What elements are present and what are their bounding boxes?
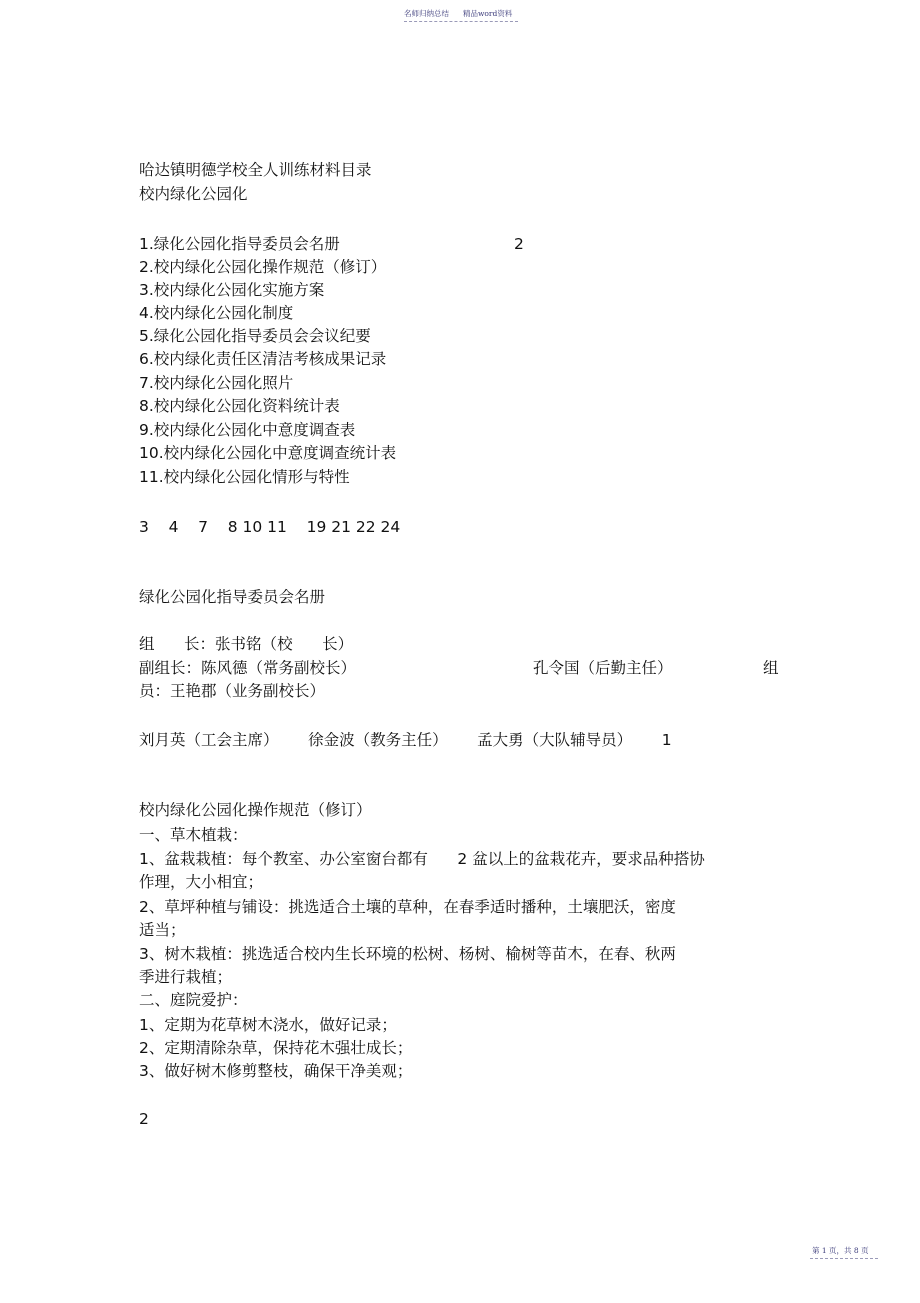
committee-member-line: 员：王艳郡（业务副校长） <box>139 682 326 700</box>
section-page-mark: 2 <box>139 1110 149 1128</box>
regulation-item-1: 1、盆栽栽植：每个教室、办公室窗台都有 2 盆以上的盆栽花卉，要求品种搭协 <box>139 850 705 868</box>
regulation-section-2: 二、庭院爱护： <box>139 991 248 1009</box>
toc-item: 4.校内绿化公园化制度 <box>139 304 294 322</box>
document-subtitle: 校内绿化公园化 <box>139 185 248 203</box>
toc-item: 5.绿化公园化指导委员会会议纪要 <box>139 327 371 345</box>
header-divider <box>404 21 518 22</box>
committee-member-label: 组 <box>763 659 779 677</box>
toc-item: 11.校内绿化公园化情形与特性 <box>139 468 350 486</box>
regulation-section-1: 一、草木植栽： <box>139 826 248 844</box>
committee-leader: 组 长：张书铭（校 长） <box>139 635 354 653</box>
header-right-text: 精品word资料 <box>463 9 513 18</box>
page-footer: 第 1 页，共 8 页 <box>812 1246 869 1255</box>
committee-heading: 绿化公园化指导委员会名册 <box>139 588 326 606</box>
toc-item: 6.校内绿化责任区清洁考核成果记录 <box>139 350 387 368</box>
regulation-heading: 校内绿化公园化操作规范（修订） <box>139 801 372 819</box>
care-item-1: 1、定期为花草树木浇水，做好记录； <box>139 1016 397 1034</box>
regulation-item-1-cont: 作理，大小相宜； <box>139 873 264 891</box>
toc-item: 3.校内绿化公园化实施方案 <box>139 281 325 299</box>
regulation-item-2: 2、草坪种植与铺设：挑选适合土壤的草种，在春季适时播种，土壤肥沃，密度 <box>139 898 676 916</box>
toc-item: 10.校内绿化公园化中意度调查统计表 <box>139 444 397 462</box>
care-item-2: 2、定期清除杂草，保持花木强壮成长； <box>139 1039 413 1057</box>
regulation-item-2-cont: 适当； <box>139 921 186 939</box>
toc-item: 1.绿化公园化指导委员会名册 <box>139 235 340 253</box>
care-item-3: 3、做好树木修剪整枝，确保干净美观； <box>139 1062 413 1080</box>
regulation-item-3-cont: 季进行栽植； <box>139 968 233 986</box>
committee-deputy: 副组长：陈风德（常务副校长） <box>139 659 357 677</box>
committee-deputy-2: 孔令国（后勤主任） <box>533 659 673 677</box>
footer-divider <box>810 1258 878 1259</box>
committee-members-row: 刘月英（工会主席） 徐金波（教务主任） 孟大勇（大队辅导员） 1 <box>139 731 672 749</box>
header-left-text: 名师归纳总结 <box>404 9 449 18</box>
regulation-item-3: 3、树木栽植：挑选适合校内生长环境的松树、杨树、榆树等苗木，在春、秋两 <box>139 945 676 963</box>
toc-item-page: 2 <box>514 235 524 253</box>
toc-item: 7.校内绿化公园化照片 <box>139 374 294 392</box>
toc-item: 8.校内绿化公园化资料统计表 <box>139 397 340 415</box>
toc-page-numbers: 3 4 7 8 10 11 19 21 22 24 <box>139 518 401 536</box>
page-header <box>404 8 518 19</box>
document-title: 哈达镇明德学校全人训练材料目录 <box>139 161 372 179</box>
toc-item: 2.校内绿化公园化操作规范（修订） <box>139 258 387 276</box>
toc-item: 9.校内绿化公园化中意度调查表 <box>139 421 356 439</box>
